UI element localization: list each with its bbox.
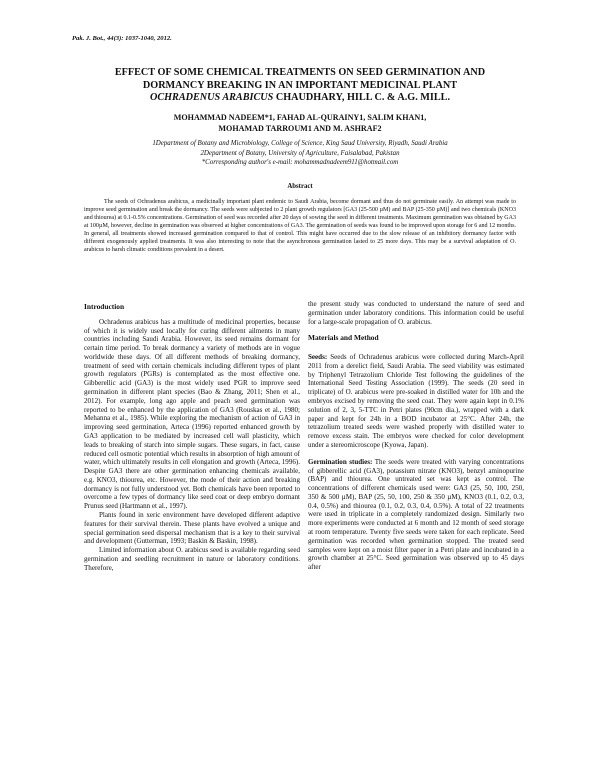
methods-heading: Materials and Method <box>308 333 379 343</box>
authors-line-2: MOHAMAD TARROUM1 AND M. ASHRAF2 <box>218 124 382 133</box>
seeds-text: Seeds of Ochradenus arabicus were collected during March-April 2011 from a derelict field, Saudi Arabia. The seed viability was estimated by Triphenyl Tetrazolium Chloride Test following the guidelines of the International Seed Testing Association (1999). The seeds (20 seed in triplicate) of O. arabicus were pre-soaked in distilled water for 10h and the embryos excised by removing the seed coat. They were again kept in 0.1% solution of 2, 3, 5-TTC in Petri plates (90cm dia.), wrapped with a dark paper and kept for 24h in a BOD incubator at 25°C. After 24h, the tetrazolium treated seeds were washed properly with distilled water to remove excess stain. The embryos were checked for color development under a stereomicroscope (Kyowa, Japan). <box>308 353 524 449</box>
intro-paragraph-3: Limited information about O. arabicus seed is available regarding seed germination and seedling recruitment in nature or laboratory conditions. Therefore, <box>84 546 300 572</box>
title-line-1: EFFECT OF SOME CHEMICAL TREATMENTS ON SEED GERMINATION AND <box>114 67 486 78</box>
title-species: OCHRADENUS ARABICUS <box>149 92 274 103</box>
paper-title <box>60 67 540 105</box>
abstract-text: The seeds of Ochradenus arabicus, a medicinally important plant endemic to Saudi Arabia, become dormant and thus do not germinate easily. An attempt was made to improve seed germination and break the dormancy. The seeds were subjected to 2 plant growth regulators [GA3 (25-500 µM) and BAP (25-350 µM)] and two chemicals (KNO3 and thiourea) at 0.1-0.5% concentrations. Germination of seed was recorded after 20 days of sowing the seed in different treatments. Maximum germination was obtained by GA3 at 100µM, however, decline in germination was observed at higher concentrations of GA3. The germination of seeds was found to be improved upon storage for 6 and 12 months. In general, all treatments showed increased germination compared to that of control. This might have occurred due to the slow release of an inhibitory dormancy factor with different exogenously applied treatments. It was also interesting to note that the asynchronous germination lasted to 25 more days. This may be a survival adaptation of O. arabicus to harsh climatic conditions prevalent in a desert. <box>84 199 516 253</box>
authors-line-1: MOHAMMAD NADEEM*1, FAHAD AL-QURAINY1, SALIM KHAN1, <box>173 113 427 122</box>
germination-paragraph <box>308 458 524 572</box>
corresponding-author: *Corresponding author's e-mail: mohammadnadeem911@hotmail.com <box>201 159 399 167</box>
germination-label: Germination studies: <box>308 457 373 466</box>
affiliation-1: 1Department of Botany and Microbiology, College of Science, King Saud University, Riyadh, Saudi Arabia <box>152 140 448 147</box>
affiliations <box>60 139 540 168</box>
germination-text: The seeds were treated with varying concentrations of gibberellic acid (GA3), potassium nitrate (KNO3), benzyl aminopurine (BAP) and thiourea. One untreated set was kept as control. The concentrations of different chemicals used were: GA3 (25, 50, 100, 250, 350 & 500 µM), BAP (25, 50, 100, 250 & 350 µM), KNO3 (0.1, 0.2, 0.3, 0.4, 0.5%) and thiourea (0.1, 0.2, 0.3, 0.4, 0.5%). A total of 22 treatments were used in triplicate in a completely randomized design. Similarly two more experiments were conducted at 6 month and 12 month of seed storage at room temperature. Twenty five seeds were taken for each replicate. Seed germination was recorded when germination stopped. The treated seed samples were kept on a moist filter paper in a Petri plate and incubated in a growth chamber at 25°C. Seed germination was observed up to 45 days after <box>308 457 524 572</box>
seeds-paragraph <box>308 353 524 450</box>
title-line-2: DORMANCY BREAKING IN AN IMPORTANT MEDICINAL PLANT <box>142 79 458 91</box>
title-authority: CHAUDHARY, HILL C. & A.G. MILL. <box>273 92 451 103</box>
introduction-heading: Introduction <box>84 302 125 311</box>
abstract-heading: Abstract <box>287 183 313 190</box>
intro-paragraph-1: Ochradenus arabicus has a multitude of medicinal properties, because of which it is widely used locally for curing different ailments in many countries including Saudi Arabia. However, its seed remains dormant for certain time period. To break dormancy a variety of methods are in vogue worldwide these days. Of all different methods of breaking dormancy, treatment of seed with certain chemicals including different types of plant growth regulators (PGRs) is contemplated as the most effective one. Gibberellic acid (GA3) is the most widely used PGR to improve seed germination in different plant species (Bao & Zhang, 2011; Shen et al., 2012). For example, long ago apple and peach seed germination was reported to be enhanced by the application of GA3 (Rouskas et al., 1980; Mehanna et al., 1985). While exploring the mechanism of action of GA3 in improving seed germination, Arteca (1996) reported enhanced growth by GA3 application to be mediated by increased cell wall plasticity, which leads to breaking of starch into simple sugars. These sugars, in fact, cause reduced cell osmotic potential which results in absorption of high amount of water, which ultimately results in cell elongation and growth (Arteca, 1996). Despite GA3 there are other germination enhancing chemicals available, e.g. KNO3, thiourea, etc. However, the mode of their action and breaking dormancy is not fully understood yet. Both chemicals have been reported to overcome a few types of dormancy like seed coat or deep embryo dormant Prunus seed (Hartmann et al., 1997). <box>84 317 300 511</box>
seeds-label: Seeds: <box>308 353 328 362</box>
journal-citation: Pak. J. Bot., 44(3): 1037-1040, 2012. <box>72 35 172 42</box>
left-column <box>84 303 300 572</box>
intro-paragraph-2: Plants found in xeric environment have developed different adaptive features for their survival therein. These plants have evolved a unique and special germination seed dispersal mechanism that is a key to their survival and development (Gutterman, 1993; Baskin & Baskin, 1998). <box>84 510 300 546</box>
right-column <box>308 300 524 572</box>
affiliation-2: 2Department of Botany, University of Agriculture, Faisalabad, Pakistan <box>200 149 400 157</box>
author-list <box>70 112 530 134</box>
title-line-3 <box>60 92 540 105</box>
intro-paragraph-continued: the present study was conducted to understand the nature of seed and germination under laboratory conditions. This information could be useful for a large-scale propagation of O. arabicus. <box>308 300 524 326</box>
